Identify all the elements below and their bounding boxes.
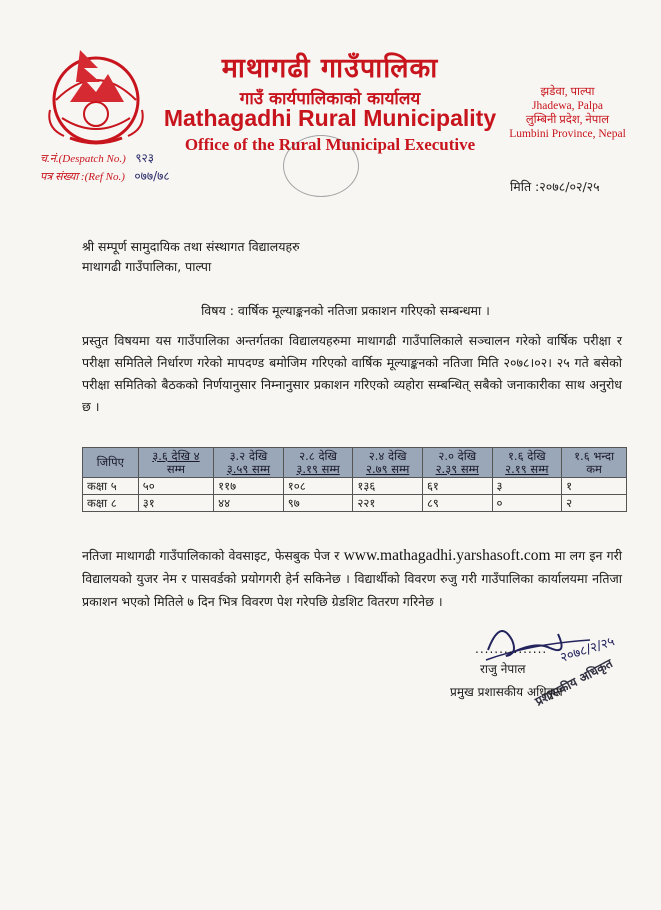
- ref-number: ०७७/७८: [134, 169, 170, 183]
- table-cell: ८९: [422, 495, 492, 512]
- municipality-name-nepali: माथागढी गाउँपालिका: [221, 53, 439, 84]
- signatory-name: राजु नेपाल: [480, 662, 526, 676]
- table-cell: ३: [492, 478, 562, 495]
- handwritten-date: २०७८/२/२५: [558, 634, 617, 666]
- table-row: [83, 478, 627, 495]
- table-cell: १: [562, 478, 627, 495]
- body-paragraph: प्रस्तुत विषयमा यस गाउँपालिका अन्तर्गतका विद्यालयहरुमा माथागढी गाउँपालिकाले सञ्चालन गरेको वार्षिक परीक्षा र परीक्षा समितिले निर्धारण गरेको मापदण्ड बमोजिम गरिएको वार्षिक मूल्याङ्कनको नतिजा मिति २०७८।०२। २५ गते बसेको परीक्षा समितिको बैठकको निर्णयानुसार निम्नानुसार प्रकाशन गरिएको व्यहोरा सम्बन्धित् सबैको जनाकारीका साथ अनुरोध छ ।: [82, 333, 622, 414]
- table-cell: ११७: [214, 478, 284, 495]
- table-header-cell: २.० देखि २.३९ सम्म: [422, 448, 492, 478]
- table-cell: ३१: [138, 495, 213, 512]
- office-name-nepali: गाउँ कार्यपालिकाको कार्यालय: [239, 89, 421, 109]
- despatch-label: च.नं.(Despatch No.): [40, 153, 126, 165]
- table-cell: ०: [492, 495, 562, 512]
- addressee-block: [82, 237, 300, 277]
- signatory-title: प्रमुख प्रशासकीय अधिकृत: [450, 685, 563, 699]
- municipality-emblem-icon: [40, 40, 152, 152]
- addressee-line: श्री सम्पूर्ण सामुदायिक तथा संस्थागत विद्यालयहरु: [82, 239, 300, 254]
- addressee-line: माथागढी गाउँपालिका, पाल्पा: [82, 259, 212, 274]
- table-cell: ६१: [422, 478, 492, 495]
- address-line: झडेवा, पाल्पा: [540, 86, 595, 98]
- despatch-number: ९२३: [135, 151, 155, 165]
- office-name-english: Office of the Rural Municipal Executive: [184, 135, 476, 154]
- table-header-row: [83, 448, 627, 478]
- address-line: Jhadewa, Palpa: [532, 100, 603, 112]
- ref-label: पत्र संख्या :(Ref No.): [40, 171, 125, 183]
- address-line: Lumbini Province, Nepal: [509, 128, 626, 140]
- website-link[interactable]: www.mathagadhi.yarshasoft.com: [343, 547, 551, 564]
- signature-stamp-graphic: [440, 610, 640, 720]
- table-header-cell: २.८ देखि ३.१९ सम्म: [283, 448, 353, 478]
- office-seal-stamp: [283, 135, 359, 197]
- table-cell: १०८: [283, 478, 353, 495]
- signature-dots: ...............: [475, 642, 548, 656]
- results-table: [82, 447, 627, 512]
- instructions-text: नतिजा माथागढी गाउँपालिकाको वेवसाइट, फेसबुक पेज र: [82, 548, 340, 563]
- address-line: लुम्बिनी प्रदेश, नेपाल: [525, 114, 610, 126]
- letter-subject: विषय : वार्षिक मूल्याङ्कनको नतिजा प्रकाशन गरिएको सम्बन्धमा ।: [201, 303, 490, 318]
- table-header-cell: १.६ देखि २.१९ सम्म: [492, 448, 562, 478]
- table-cell: कक्षा ८: [83, 495, 139, 512]
- table-cell: २: [562, 495, 627, 512]
- table-header-cell: १.६ भन्दा कम: [562, 448, 627, 478]
- table-cell: ९७: [283, 495, 353, 512]
- instructions-text: मा लग इन गरी विद्यालयको युजर नेम र पासवर्डको प्रयोगगरी हेर्न सकिनेछ । विद्यार्थीको विवरण रुजु गरी गाउँपालिका कार्यालयमा नतिजा प्रकाशन भएको मितिले ७ दिन भित्र विवरण पेश गरेपछि ग्रेडशिट वितरण गरिनेछ ।: [82, 548, 622, 609]
- table-header-cell: २.४ देखि २.७९ सम्म: [353, 448, 423, 478]
- table-cell: १३६: [353, 478, 423, 495]
- table-header-cell: ३.६ देखि ४ सम्म: [138, 448, 213, 478]
- table-cell: ५०: [138, 478, 213, 495]
- table-header-cell: ३.२ देखि ३.५९ सम्म: [214, 448, 284, 478]
- table-cell: ४४: [214, 495, 284, 512]
- municipality-name-english: Mathagadhi Rural Municipality: [163, 105, 497, 131]
- office-address: [495, 85, 640, 141]
- instructions-paragraph: [82, 544, 622, 613]
- table-cell: २२१: [353, 495, 423, 512]
- letter-date: मिति :२०७८/०२/२५: [510, 179, 600, 194]
- table-cell: कक्षा ५: [83, 478, 139, 495]
- official-stamp: प्रशासकीय अधिकृत: [532, 656, 615, 709]
- reference-block: [40, 150, 170, 186]
- table-header-cell: जिपिए: [83, 448, 139, 478]
- table-row: [83, 495, 627, 512]
